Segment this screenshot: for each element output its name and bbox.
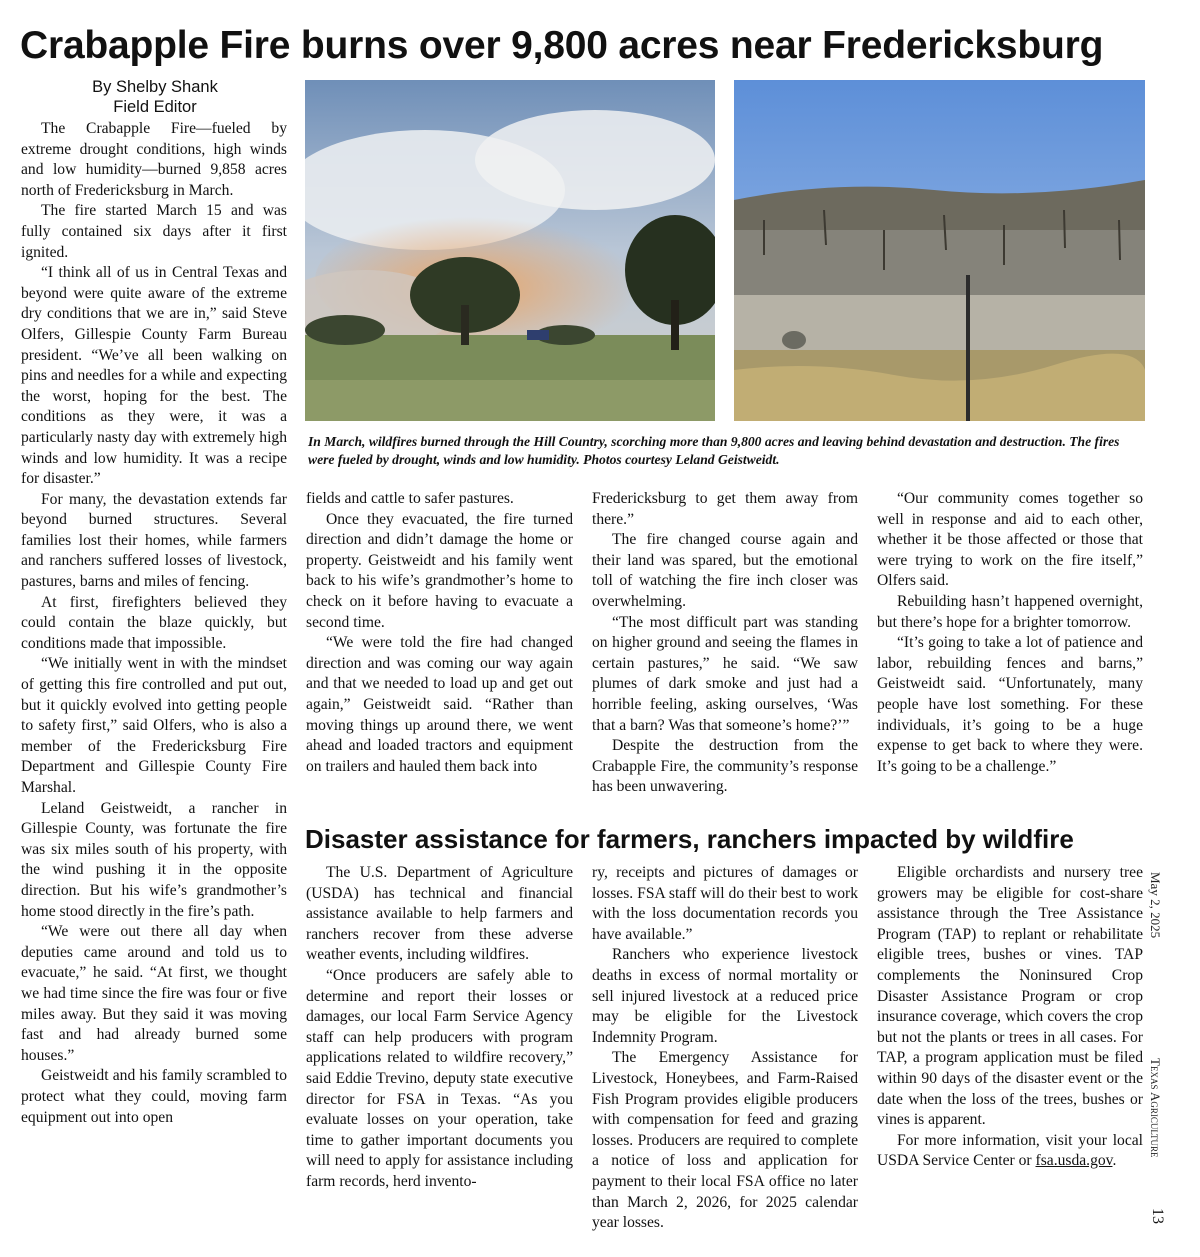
- photo-caption: In March, wildfires burned through the Hill Country, scorching more than 9,800 acres and leaving behind devastation and destruction. The fires were fueled by drought, winds and low humidity. Photos courtesy Leland Geistweidt.: [308, 434, 1120, 467]
- smoke-image-icon: [305, 80, 715, 421]
- paragraph-with-link: [877, 1131, 1143, 1172]
- paragraph: “I think all of us in Central Texas and beyond were quite aware of the extreme dry conditions that we are in,” said Steve Olfers, Gillespie County Farm Bureau president. “We’ve all been walking on pins and needles for a while and expecting the worst, hoping for the best. The conditions as they were, it was a particularly nasty day with extremely high winds and low humidity. It was a recipe for disaster.”: [21, 264, 287, 488]
- pasture-image-icon: [734, 80, 1145, 421]
- paragraph: “It’s going to take a lot of patience and labor, rebuilding fences and barns,” Geistweidt said. “Unfortunately, many people have lost something. For these individuals, it’s going to be a huge expense to get back to where they were. It’s going to be a challenge.”: [877, 634, 1143, 775]
- sidebar-headline: Disaster assistance for farmers, ranchers impacted by wildfire: [305, 824, 1074, 854]
- byline: [20, 77, 290, 117]
- paragraph: ry, receipts and pictures of damages or losses. FSA staff will do their best to work with the loss documentation records you have available.”: [592, 864, 858, 943]
- paragraph: “Once producers are safely able to determine and report their losses or damages, our local Farm Service Agency staff can help producers with program applications related to wildfire recovery,” said Eddie Trevino, deputy state executive director for FSA in Texas. “As you evaluate losses on your operation, take time to gather important documents you will need to apply for assistance including farm records, herd invento-: [306, 966, 573, 1190]
- paragraph-text: For more information, visit your local USDA Service Center or: [877, 1131, 1143, 1170]
- headline: Crabapple Fire burns over 9,800 acres near Fredericksburg: [20, 24, 1104, 67]
- paragraph: The Crabapple Fire—fueled by extreme drought conditions, high winds and low humidity—burned 9,858 acres north of Fredericksburg in March.: [21, 120, 287, 199]
- paragraph: “We were out there all day when deputies came around and told us to evacuate,” he said. “At first, we thought we had time since the fire was four or five miles away. But they said it was moving fast and had already burned some houses.”: [21, 923, 287, 1064]
- page-number: 13: [1149, 1208, 1166, 1224]
- paragraph-end: .: [1112, 1152, 1117, 1170]
- paragraph: Eligible orchardists and nursery tree growers may be eligible for cost-share assistance through the Tree Assistance Program (TAP) to replant or rehabilitate eligible trees, bushes or vines. TAP complements the Noninsured Crop Disaster Assistance Program or crop insurance coverage, which covers the crop but not the plants or trees in all cases. For TAP, a program application must be filed within 90 days of the disaster event or the date when the loss of the trees, bushes or vines is apparent.: [877, 864, 1143, 1129]
- paragraph: Leland Geistweidt, a rancher in Gillespie County, was fortunate the fire was six miles south of his property, with the wind pushing it in the opposite direction. But his wife’s grandmother’s home stood directly in the fire’s path.: [21, 799, 287, 920]
- paragraph: “We were told the fire had changed direction and was coming our way again and that we needed to load up and get out again,” Geistweidt said. “Rather than moving things up around there, we went ahead and loaded tractors and equipment on trailers and hauled them back into: [306, 634, 573, 775]
- paragraph: “Our community comes together so well in response and aid to each other, whether it be those affected or those that were trying to work on the fire itself,” Olfers said.: [877, 490, 1143, 590]
- paragraph: The fire changed course again and their land was spared, but the emotional toll of watching the fire inch closer was overwhelming.: [592, 531, 858, 610]
- paragraph: For many, the devastation extends far beyond burned structures. Several families lost their homes, while farmers and ranchers suffered losses of livestock, pastures, barns and miles of fencing.: [21, 490, 287, 591]
- paragraph: Fredericksburg to get them away from there.”: [592, 490, 858, 528]
- paragraph: Once they evacuated, the fire turned direction and didn’t damage the home or property. Geistweidt and his family went back to his wife’s grandmother’s home to check on it before having to evacuate a second time.: [306, 510, 573, 631]
- paragraph: “The most difficult part was standing on higher ground and seeing the flames in certain pastures,” he said. “We saw plumes of dark smoke and just had a horrible feeling, asking ourselves, ‘Was that a barn? Was that someone’s home?’”: [592, 613, 858, 734]
- publication-name: Texas Agriculture: [1148, 1058, 1163, 1158]
- article-column-4: [877, 489, 1143, 777]
- paragraph: Ranchers who experience livestock deaths in excess of normal mortality or sell injured livestock at a reduced price may be eligible for the Livestock Indemnity Program.: [592, 946, 858, 1046]
- issue-date: May 2, 2025: [1148, 872, 1163, 939]
- sidebar-column-2: [306, 863, 573, 1193]
- byline-title: Field Editor: [113, 98, 197, 116]
- paragraph: The Emergency Assistance for Livestock, Honeybees, and Farm-Raised Fish Program provides eligible producers with compensation for feed and grazing losses. Producers are required to complete a notice of loss and application for payment to their local FSA office no later than March 2, 2026, for 2025 calendar year losses.: [592, 1049, 858, 1232]
- paragraph: At first, firefighters believed they could contain the blaze quickly, but conditions made that impossible.: [21, 593, 287, 652]
- article-column-2: [306, 489, 573, 777]
- sidebar-column-3: [592, 863, 858, 1234]
- paragraph: The fire started March 15 and was fully contained six days after it first ignited.: [21, 202, 287, 261]
- paragraph: “We initially went in with the mindset of getting this fire controlled and put out, but it quickly evolved into getting people to safety first,” said Olfers, who is also a member of the Fredericksburg Fire Department and Gillespie County Fire Marshal.: [21, 655, 287, 796]
- paragraph: Geistweidt and his family scrambled to protect what they could, moving farm equipment out into open: [21, 1067, 287, 1126]
- article-column-1: [21, 119, 287, 1128]
- article-column-3: [592, 489, 858, 798]
- sidebar-column-4: [877, 863, 1143, 1172]
- paragraph: fields and cattle to safer pastures.: [306, 490, 514, 507]
- fsa-website-link[interactable]: fsa.usda.gov: [1035, 1152, 1113, 1170]
- paragraph: Despite the destruction from the Crabapple Fire, the community’s response has been unwavering.: [592, 737, 858, 796]
- byline-name: By Shelby Shank: [92, 78, 218, 96]
- paragraph: Rebuilding hasn’t happened overnight, but there’s hope for a brighter tomorrow.: [877, 592, 1143, 631]
- burned-pasture-photo: [734, 80, 1145, 421]
- paragraph: The U.S. Department of Agriculture (USDA) has technical and financial assistance available to help farmers and ranchers recover from these adverse weather events, including wildfires.: [306, 864, 573, 964]
- wildfire-smoke-photo: [305, 80, 715, 421]
